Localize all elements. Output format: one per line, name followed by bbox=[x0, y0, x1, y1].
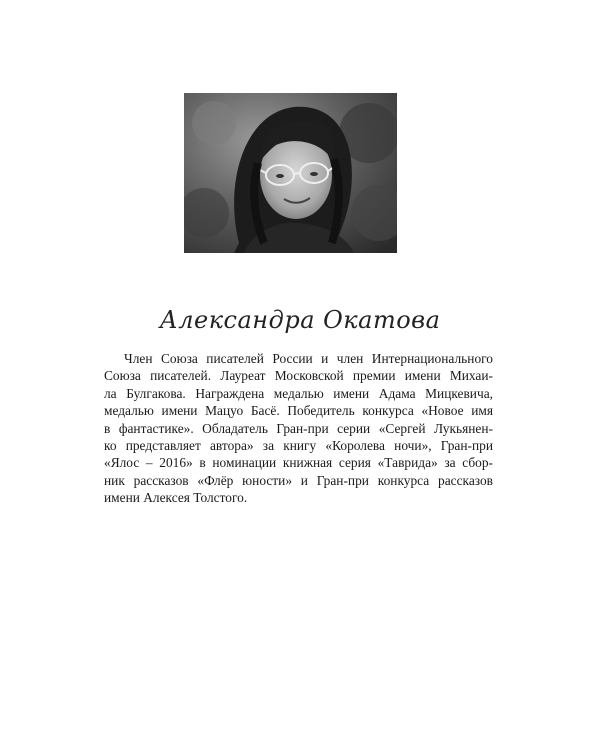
bio-line: ко представляет автора» за книгу «Королева ночи», Гран-при bbox=[104, 437, 493, 453]
author-name: Александра Окатова bbox=[159, 306, 441, 334]
bio-line: Союза писателей. Лауреат Московской премии имени Михаи- bbox=[104, 368, 493, 384]
bio-line: в фантастике». Обладатель Гран-при серии «Сергей Лукьянен- bbox=[104, 420, 493, 436]
bio-line: медалью имени Мацуо Басё. Победитель конкурса «Новое имя bbox=[104, 403, 493, 419]
author-bio bbox=[104, 350, 493, 507]
bio-line: Член Союза писателей России и член Интернационального bbox=[124, 351, 493, 366]
author-photo bbox=[184, 93, 397, 253]
bio-line: «Ялос – 2016» в номинации книжная серия «Таврида» за сбор- bbox=[104, 455, 493, 471]
bio-line: ла Булгакова. Награждена медалью имени Адама Мицкевича, bbox=[104, 385, 493, 401]
bio-line: имени Алексея Толстого. bbox=[104, 490, 248, 506]
bio-line: ник рассказов «Флёр юности» и Гран-при конкурса рассказов bbox=[104, 472, 493, 488]
author-portrait-icon bbox=[184, 93, 397, 253]
